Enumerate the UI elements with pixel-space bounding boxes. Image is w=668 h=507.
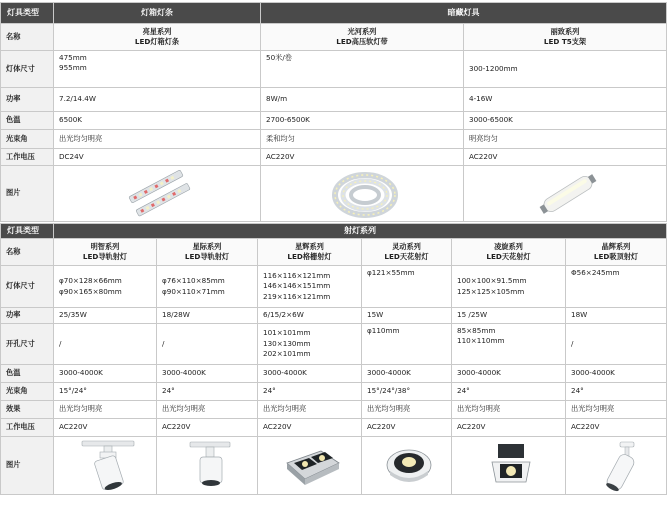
voltage-cell: DC24V (54, 149, 261, 166)
cutout-cell: / (566, 324, 667, 365)
effect-cell: 出光均匀明亮 (362, 401, 452, 419)
color-temp-cell: 2700-6500K (261, 112, 464, 130)
power-cell: 25/35W (54, 308, 157, 324)
power-row (1, 88, 667, 112)
effect-row (1, 401, 667, 419)
voltage-row (1, 149, 667, 166)
image-row (1, 437, 667, 495)
power-label: 功率 (1, 88, 54, 112)
size-cell: φ70×128×66mm φ90×165×80mm (54, 266, 157, 308)
name-row (1, 24, 667, 51)
beam-angle-label: 光束角 (1, 383, 54, 401)
type-label: 灯具类型 (1, 3, 54, 24)
beam-angle-cell: 15°/24° (54, 383, 157, 401)
light-box-concealed-table (0, 2, 667, 222)
track-spotlight-small-icon (182, 439, 238, 493)
voltage-cell: AC220V (452, 419, 566, 437)
power-label: 功率 (1, 308, 54, 324)
size-label: 灯体尺寸 (1, 51, 54, 88)
cutout-row (1, 324, 667, 365)
group-concealed: 暗藏灯具 (261, 3, 667, 24)
color-temp-label: 色温 (1, 112, 54, 130)
beam-angle-cell: 出光均匀明亮 (54, 130, 261, 149)
image-cell (464, 166, 667, 222)
image-cell (261, 166, 464, 222)
color-temp-row (1, 365, 667, 383)
voltage-cell: AC220V (566, 419, 667, 437)
color-temp-cell: 3000-4000K (452, 365, 566, 383)
image-cell (157, 437, 258, 495)
beam-angle-cell: 24° (258, 383, 362, 401)
type-label: 灯具类型 (1, 224, 54, 239)
voltage-label: 工作电压 (1, 149, 54, 166)
effect-cell: 出光均匀明亮 (258, 401, 362, 419)
cutout-cell: 85×85mm 110×110mm (452, 324, 566, 365)
voltage-cell: AC220V (261, 149, 464, 166)
color-temp-cell: 3000-4000K (54, 365, 157, 383)
beam-angle-cell: 柔和均匀 (261, 130, 464, 149)
color-temp-cell: 3000-4000K (258, 365, 362, 383)
table2-section-header (1, 224, 667, 239)
power-cell: 4-16W (464, 88, 667, 112)
led-strip-reel-icon (325, 169, 405, 219)
surface-mount-spotlight-icon (594, 439, 644, 493)
cutout-cell: / (54, 324, 157, 365)
beam-angle-row (1, 130, 667, 149)
table1-section-header (1, 3, 667, 24)
voltage-label: 工作电压 (1, 419, 54, 437)
product-name: 光河系列 LED高压软灯带 (261, 24, 464, 51)
t5-bracket-icon (533, 169, 603, 219)
cutout-cell: φ110mm (362, 324, 452, 365)
track-spotlight-icon (78, 439, 138, 493)
round-ceiling-spotlight-icon (382, 441, 436, 491)
power-cell: 18/28W (157, 308, 258, 324)
voltage-cell: AC220V (157, 419, 258, 437)
size-label: 灯体尺寸 (1, 266, 54, 308)
image-cell (566, 437, 667, 495)
grille-spotlight-icon (281, 441, 343, 491)
image-cell (54, 166, 261, 222)
product-name: 晶辉系列 LED吸顶射灯 (566, 239, 667, 266)
cutout-label: 开孔尺寸 (1, 324, 54, 365)
size-cell: 300-1200mm (464, 51, 667, 88)
image-label: 图片 (1, 437, 54, 495)
beam-angle-row (1, 383, 667, 401)
size-cell: 116×116×121mm 146×146×151mm 219×116×121mm (258, 266, 362, 308)
voltage-cell: AC220V (362, 419, 452, 437)
group-spotlight: 射灯系列 (54, 224, 667, 239)
color-temp-row (1, 112, 667, 130)
name-label: 名称 (1, 24, 54, 51)
product-name: 丽致系列 LED T5支架 (464, 24, 667, 51)
group-light-box: 灯箱灯条 (54, 3, 261, 24)
color-temp-cell: 6500K (54, 112, 261, 130)
size-cell: φ121×55mm (362, 266, 452, 308)
image-cell (54, 437, 157, 495)
product-name: 星辉系列 LED格栅射灯 (258, 239, 362, 266)
image-label: 图片 (1, 166, 54, 222)
product-name: 凌旋系列 LED天花射灯 (452, 239, 566, 266)
cutout-cell: / (157, 324, 258, 365)
square-ceiling-spotlight-icon (484, 440, 538, 492)
power-cell: 7.2/14.4W (54, 88, 261, 112)
power-row (1, 308, 667, 324)
beam-angle-cell: 24° (452, 383, 566, 401)
color-temp-cell: 3000-4000K (157, 365, 258, 383)
voltage-cell: AC220V (54, 419, 157, 437)
voltage-row (1, 419, 667, 437)
voltage-cell: AC220V (464, 149, 667, 166)
effect-cell: 出光均匀明亮 (566, 401, 667, 419)
image-cell (258, 437, 362, 495)
power-cell: 15 /25W (452, 308, 566, 324)
color-temp-cell: 3000-4000K (566, 365, 667, 383)
beam-angle-cell: 24° (566, 383, 667, 401)
effect-cell: 出光均匀明亮 (452, 401, 566, 419)
beam-angle-cell: 15°/24°/38° (362, 383, 452, 401)
cutout-cell: 101×101mm 130×130mm 202×101mm (258, 324, 362, 365)
size-row (1, 266, 667, 308)
product-name: 星际系列 LED导轨射灯 (157, 239, 258, 266)
size-cell: 50米/卷 (261, 51, 464, 88)
color-temp-cell: 3000-4000K (362, 365, 452, 383)
product-name: 明智系列 LED导轨射灯 (54, 239, 157, 266)
effect-cell: 出光均匀明亮 (157, 401, 258, 419)
size-row (1, 51, 667, 88)
product-name: 亮星系列 LED灯箱灯条 (54, 24, 261, 51)
beam-angle-cell: 明亮均匀 (464, 130, 667, 149)
effect-label: 效果 (1, 401, 54, 419)
size-cell: 475mm 955mm (54, 51, 261, 88)
image-row (1, 166, 667, 222)
power-cell: 15W (362, 308, 452, 324)
spotlight-table (0, 223, 667, 495)
color-temp-cell: 3000-6500K (464, 112, 667, 130)
size-cell: 100×100×91.5mm 125×125×105mm (452, 266, 566, 308)
image-cell (452, 437, 566, 495)
power-cell: 6/15/2×6W (258, 308, 362, 324)
size-cell: Φ56×245mm (566, 266, 667, 308)
led-light-bar-icon (125, 170, 195, 218)
name-label: 名称 (1, 239, 54, 266)
image-cell (362, 437, 452, 495)
effect-cell: 出光均匀明亮 (54, 401, 157, 419)
product-name: 灵动系列 LED天花射灯 (362, 239, 452, 266)
voltage-cell: AC220V (258, 419, 362, 437)
power-cell: 18W (566, 308, 667, 324)
beam-angle-label: 光束角 (1, 130, 54, 149)
power-cell: 8W/m (261, 88, 464, 112)
name-row (1, 239, 667, 266)
color-temp-label: 色温 (1, 365, 54, 383)
size-cell: φ76×110×85mm φ90×110×71mm (157, 266, 258, 308)
beam-angle-cell: 24° (157, 383, 258, 401)
